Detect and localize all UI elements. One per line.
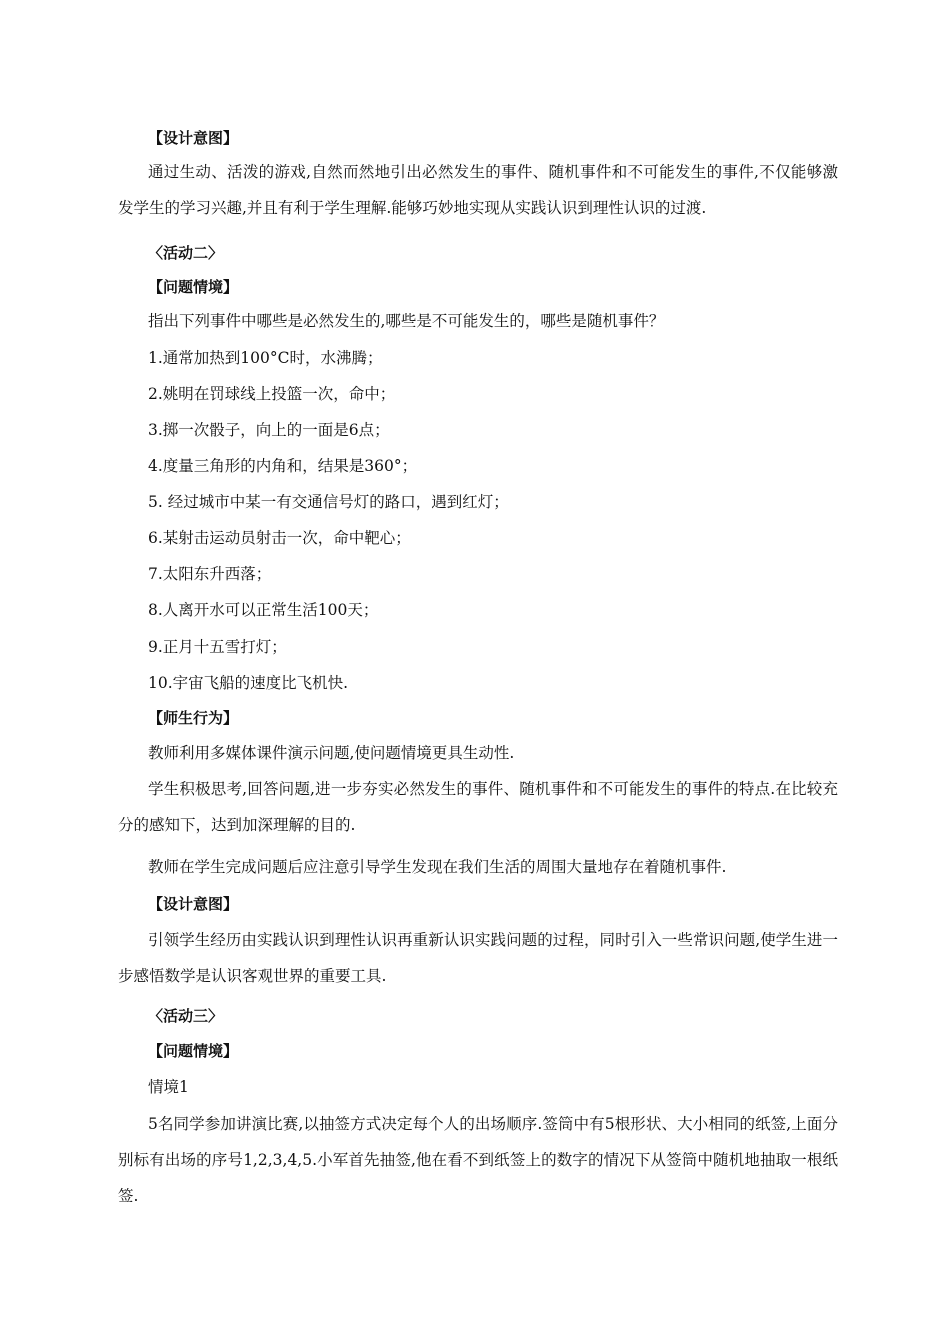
heading-activity-2: 〈活动二〉 <box>148 244 224 262</box>
list-item-4: 4.度量三角形的内角和，结果是360°； <box>148 457 418 475</box>
heading-problem-situation-1: 【问题情境】 <box>148 278 239 296</box>
situation-1-label: 情境1 <box>148 1078 189 1096</box>
list-item-5: 5. 经过城市中某一有交通信号灯的路口，遇到红灯； <box>148 493 509 511</box>
list-item-2: 2.姚明在罚球线上投篮一次，命中； <box>148 385 396 403</box>
paragraph-student: 学生积极思考,回答问题,进一步夯实必然发生的事件、随机事件和不可能发生的事件的特点.在比较充分的感知下，达到加深理解的目的. <box>118 780 838 834</box>
situation-1-paragraph: 5名同学参加讲演比赛,以抽签方式决定每个人的出场顺序.签筒中有5根形状、大小相同的纸签,上面分别标有出场的序号1,2,3,4,5.小军首先抽签,他在看不到纸签上的数字的情况下从签筒中随机地抽取一根纸签. <box>118 1115 838 1205</box>
paragraph-design-intent-2: 引领学生经历由实践认识到理性认识再重新认识实践问题的过程，同时引入一些常识问题,使学生进一步感悟数学是认识客观世界的重要工具. <box>118 931 838 985</box>
list-item-10: 10.宇宙飞船的速度比飞机快. <box>148 674 349 692</box>
heading-activity-3: 〈活动三〉 <box>148 1007 224 1025</box>
list-item-1: 1.通常加热到100°C时，水沸腾； <box>148 349 383 367</box>
heading-teacher-student: 【师生行为】 <box>148 709 239 727</box>
list-item-8: 8.人离开水可以正常生活100天； <box>148 601 379 619</box>
heading-design-intent-2: 【设计意图】 <box>148 895 239 913</box>
paragraph-design-intent-1: 通过生动、活泼的游戏,自然而然地引出必然发生的事件、随机事件和不可能发生的事件,不仅能够激发学生的学习兴趣,并且有利于学生理解.能够巧妙地实现从实践认识到理性认识的过渡. <box>118 163 838 217</box>
list-item-7: 7.太阳东升西落； <box>148 565 272 583</box>
paragraph-teacher-2: 教师在学生完成问题后应注意引导学生发现在我们生活的周围大量地存在着随机事件. <box>148 858 727 876</box>
question-intro: 指出下列事件中哪些是必然发生的,哪些是不可能发生的，哪些是随机事件？ <box>148 312 665 330</box>
paragraph-teacher-1: 教师利用多媒体课件演示问题,使问题情境更具生动性. <box>148 744 515 762</box>
heading-design-intent-1: 【设计意图】 <box>148 129 239 147</box>
list-item-9: 9.正月十五雪打灯； <box>148 638 287 656</box>
list-item-6: 6.某射击运动员射击一次，命中靶心； <box>148 529 411 547</box>
list-item-3: 3.掷一次骰子，向上的一面是6点； <box>148 421 390 439</box>
heading-problem-situation-2: 【问题情境】 <box>148 1042 239 1060</box>
